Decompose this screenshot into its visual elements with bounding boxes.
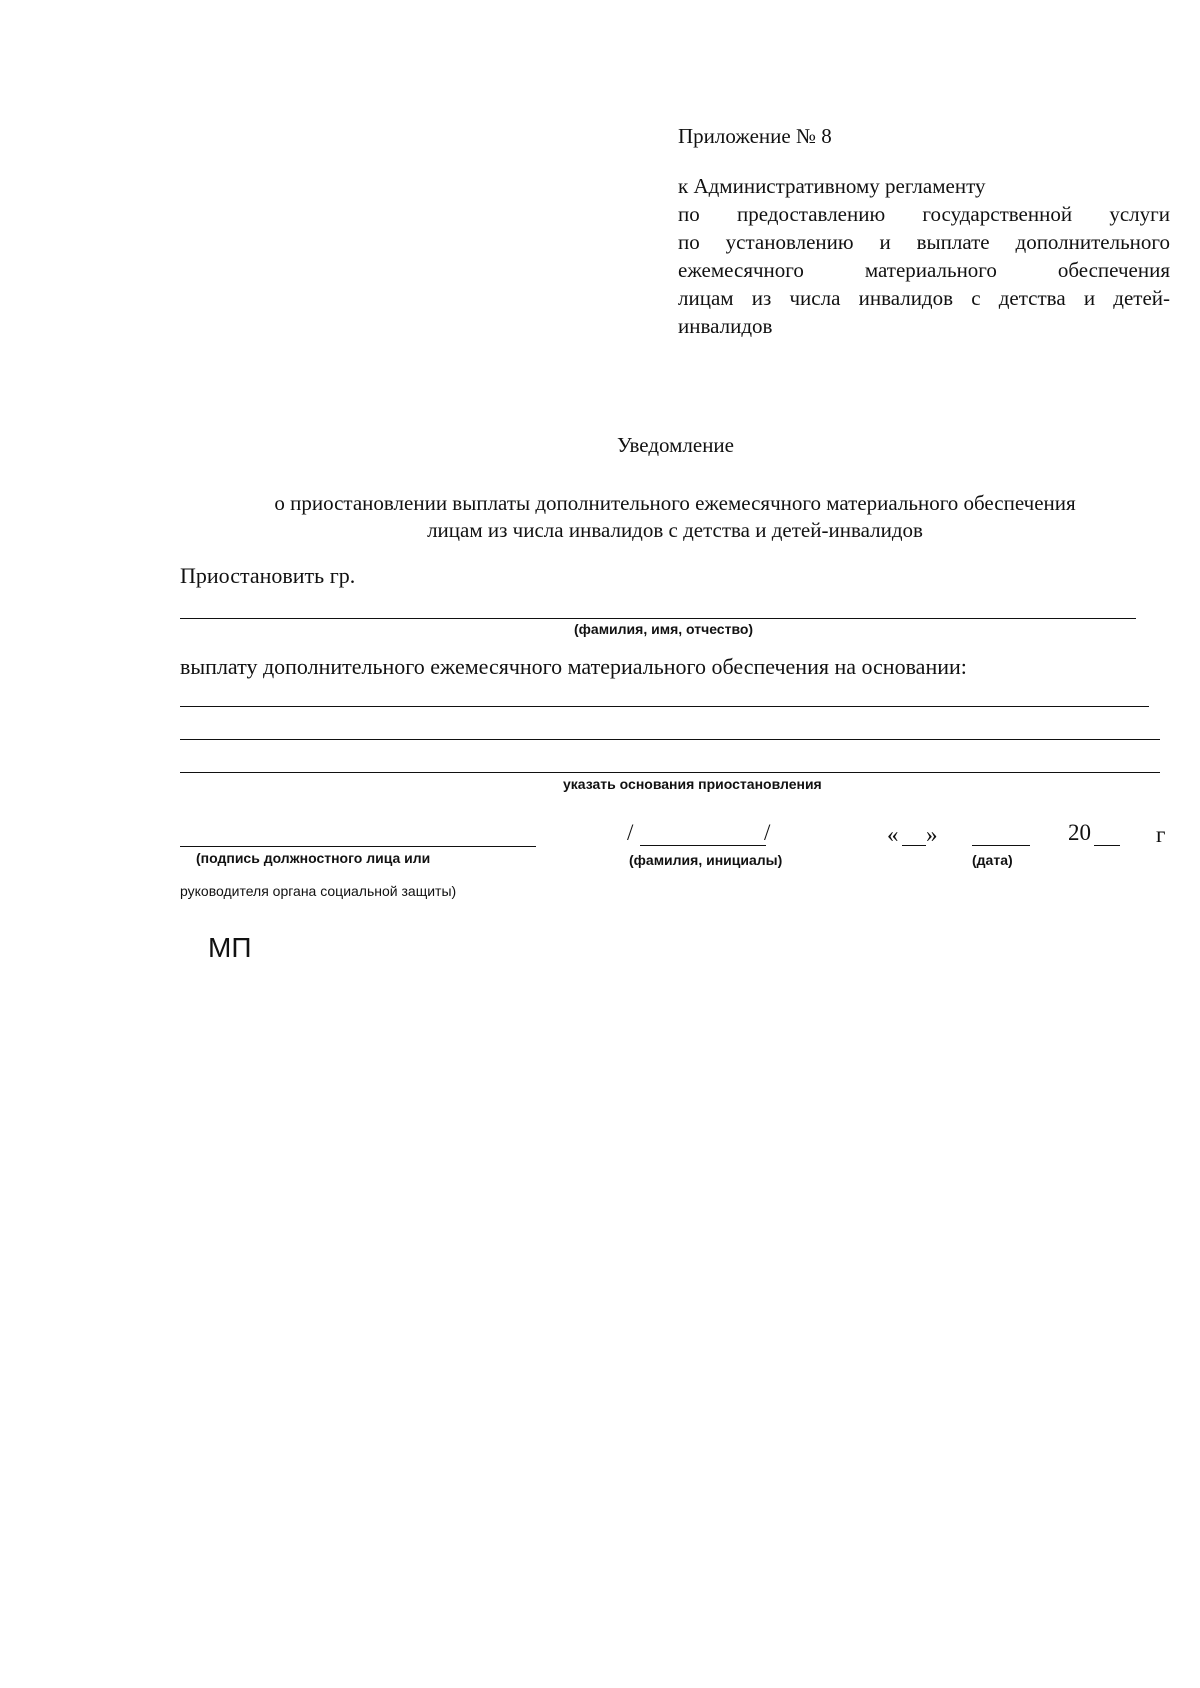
signature-caption-line1: (подпись должностного лица или: [196, 850, 431, 866]
appendix-line: по установлению и выплате дополнительного: [678, 230, 1170, 254]
appendix-number: Приложение № 8: [678, 124, 832, 148]
notice-subtitle: [0, 490, 1200, 544]
date-caption: (дата): [972, 852, 1013, 868]
appendix-line: по предоставлению государственной услуги: [678, 202, 1170, 226]
stamp-place-label: МП: [208, 932, 252, 963]
month-input-line[interactable]: [972, 845, 1030, 846]
quote-close: »: [926, 822, 938, 847]
basis-input-line-3[interactable]: [180, 772, 1160, 773]
appendix-line: лицам из числа инвалидов с детства и детей-: [678, 286, 1170, 310]
basis-input-line-2[interactable]: [180, 739, 1160, 740]
year-suffix: г: [1156, 822, 1166, 847]
appendix-line: ежемесячного материального обеспечения: [678, 258, 1170, 282]
fio-caption: (фамилия, имя, отчество): [574, 621, 754, 637]
appendix-line: инвалидов: [678, 314, 773, 338]
basis-input-line-1[interactable]: [180, 706, 1149, 707]
payment-basis-label: выплату дополнительного ежемесячного материального обеспечения на основании:: [180, 654, 967, 679]
quote-open: «: [887, 822, 899, 847]
initials-caption: (фамилия, инициалы): [629, 852, 783, 868]
appendix-line: к Административному регламенту: [678, 174, 986, 198]
basis-caption: указать основания приостановления: [563, 776, 822, 792]
suspend-label: Приостановить гр.: [180, 563, 356, 588]
year-input-line[interactable]: [1094, 845, 1120, 846]
notice-title: Уведомление: [616, 433, 734, 457]
day-input-line[interactable]: [902, 845, 926, 846]
year-prefix: 20: [1068, 820, 1091, 845]
signature-line[interactable]: [180, 846, 536, 847]
fio-input-line[interactable]: [180, 618, 1136, 619]
notice-subtitle-line: лицам из числа инвалидов с детства и детей-инвалидов: [427, 518, 923, 542]
appendix-reference: [678, 172, 1170, 340]
initials-input-line[interactable]: [640, 845, 766, 846]
signature-caption-line2: руководителя органа социальной защиты): [180, 883, 457, 899]
fio-slash-left: /: [627, 820, 634, 845]
fio-slash-right: /: [764, 820, 771, 845]
notice-subtitle-line: о приостановлении выплаты дополнительного ежемесячного материального обеспечения: [274, 491, 1076, 515]
